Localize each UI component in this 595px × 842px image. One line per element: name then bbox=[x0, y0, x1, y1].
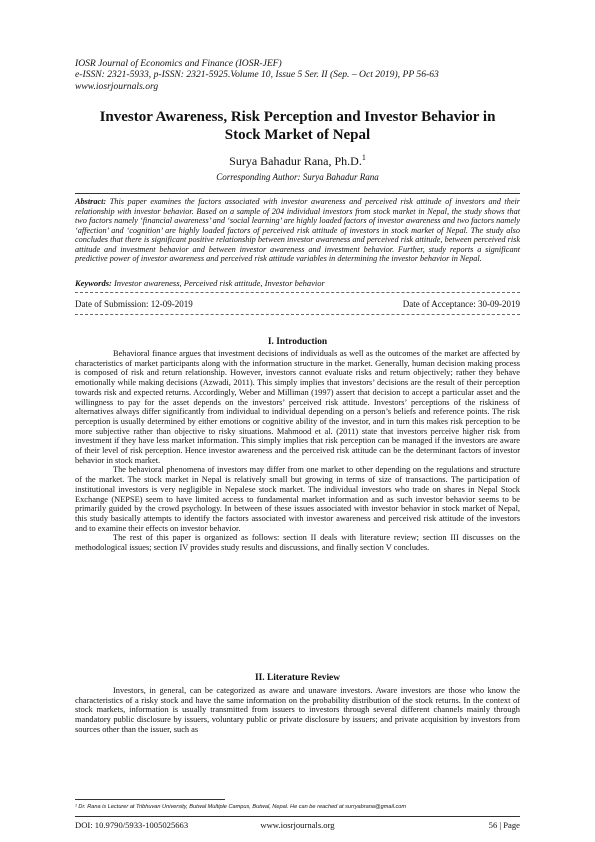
journal-website[interactable]: www.iosrjournals.org bbox=[75, 80, 159, 92]
author-footnote-mark[interactable]: 1 bbox=[361, 153, 366, 162]
corresponding-author: Corresponding Author: Surya Bahadur Rana bbox=[216, 172, 379, 182]
literature-paragraph-1: Investors, in general, can be categorized as aware and unaware investors. Aware investors are those who know the characteristics of a risky stock and have the same information on the probability distribution of the stock returns. In the context of stock markets, information is usually transmitted from issuers to investors through several different channels mainly through mandatory public disclosure by issuers, voluntary public or private disclosure by issuers; and private acquisition by investors from sources other than the issuer, such as bbox=[75, 686, 520, 734]
journal-header bbox=[75, 58, 439, 92]
abstract-top-rule bbox=[75, 193, 520, 194]
literature-review-body bbox=[75, 686, 520, 735]
journal-name: IOSR Journal of Economics and Finance (IOSR-JEF) bbox=[75, 58, 282, 69]
footer-doi: DOI: 10.9790/5933-1005025663 bbox=[75, 820, 189, 830]
introduction-body bbox=[75, 349, 520, 553]
section-heading-introduction: I. Introduction bbox=[267, 337, 328, 347]
abstract-text: This paper examines the factors associated with investor awareness and perceived risk attitude of investors and their relationship with investor behavior. Based on a sample of 204 individual investors from stock market in Nepal, the study shows that two factors namely ‘financial awareness’ and ‘social learning’ are highly loaded factors of investor awareness and two factors namely ‘affection’ and ‘cognition’ are highly loaded factors of perceived risk attitude of investors in stock market of Nepal. The study also concludes that there is significant positive relationship between investor awareness and perceived risk attitude, between perceived risk attitude and investment behavior and between investor awareness and investment behavior. Further, study reports a significant predictive power of investor awareness and perceived risk attitude variables in determining the investor behavior in Nepal. bbox=[75, 197, 520, 264]
author-name: Surya Bahadur Rana, Ph.D. bbox=[229, 154, 362, 168]
keywords bbox=[75, 278, 520, 288]
footer-website[interactable]: www.iosrjournals.org bbox=[260, 820, 335, 830]
footer-page-number: 56 | Page bbox=[488, 820, 520, 830]
dates-row bbox=[75, 299, 520, 309]
keywords-text: Investor awareness, Perceived risk attitude, Investor behavior bbox=[111, 278, 325, 288]
abstract-label: Abstract: bbox=[75, 197, 107, 206]
intro-paragraph-3: The rest of this paper is organized as follows: section II deals with literature review; section III discusses on the methodological issues; section IV provides study results and discussions, and finally section V concludes. bbox=[75, 533, 520, 553]
abstract bbox=[75, 197, 520, 264]
footer-rule bbox=[75, 816, 520, 817]
date-of-submission: Date of Submission: 12-09-2019 bbox=[75, 299, 193, 309]
page-footer bbox=[75, 820, 520, 830]
dashed-separator-bottom bbox=[75, 314, 520, 315]
footnote-rule bbox=[75, 799, 225, 800]
title-line-2: Stock Market of Nepal bbox=[224, 127, 371, 143]
journal-issn: e-ISSN: 2321-5933, p-ISSN: 2321-5925.Volume 10, Issue 5 Ser. II (Sep. – Oct 2019), PP 56-63 bbox=[75, 69, 439, 81]
title-line-1: Investor Awareness, Risk Perception and Investor Behavior in bbox=[99, 109, 496, 125]
section-heading-literature-review: II. Literature Review bbox=[255, 673, 340, 683]
intro-paragraph-2: The behavioral phenomena of investors may differ from one market to other depending on the regulations and structure of the market. The stock market in Nepal is relatively small but growing in terms of size of transactions. The participation of institutional investors is very negligible in Nepalese stock market. The individual investors who trade on shares in Nepal Stock Exchange (NEPSE) seem to have limited access to fundamental market information and as such investor behavior seems to be primarily guided by the crowd psychology. In between of these issues associated with investor behavior in stock market of Nepal, this study basically attempts to identify the factors associated with investor awareness and perceived risk attitude of the investors and to examine their effects on investor behavior. bbox=[75, 465, 520, 533]
author-line bbox=[0, 153, 595, 169]
paper-title bbox=[60, 108, 535, 144]
keywords-label: Keywords: bbox=[75, 278, 112, 288]
footnote: ¹ Dr. Rana is Lecturer at Tribhuvan University, Butwal Multiple Campus, Butwal, Nepal. He can be reached at surryabrana@gmail.com bbox=[75, 804, 407, 810]
dashed-separator-top bbox=[75, 292, 520, 293]
date-of-acceptance: Date of Acceptance: 30-09-2019 bbox=[402, 299, 520, 309]
intro-paragraph-1: Behavioral finance argues that investment decisions of individuals as well as the outcomes of the market are affected by characteristics of market participants along with the information structure in the market. Generally, human decision making process is composed of risk and return relationship. However, investors cannot evaluate risks and return objectively; rather they behave emotionally while making decisions (Azwadi, 2011). This simply implies that investors’ decisions are the result of their perception towards risk and expected returns. Accordingly, Weber and Milliman (1997) assert that decision to accept a particular asset and the willingness to pay for the asset depends on the investors’ perceived risk attitude. Investors’ perceptions of the riskiness of alternatives always differ significantly from individual to individual depending on a person’s beliefs and reference points. The risk perception is usually determined by either emotions or cognitive ability of the investor, and in turn this makes risk perception to be more subjective rather than objective to risky situations. Mahmood et al. (2011) state that investors perceive higher risk from investment if they have less market information. This simply implies that risk perception can be managed if the investors are aware of their level of risk perception. Hence investor awareness and the perceived risk attitude can be the determinant factors of investor behavior in stock market. bbox=[75, 349, 520, 465]
